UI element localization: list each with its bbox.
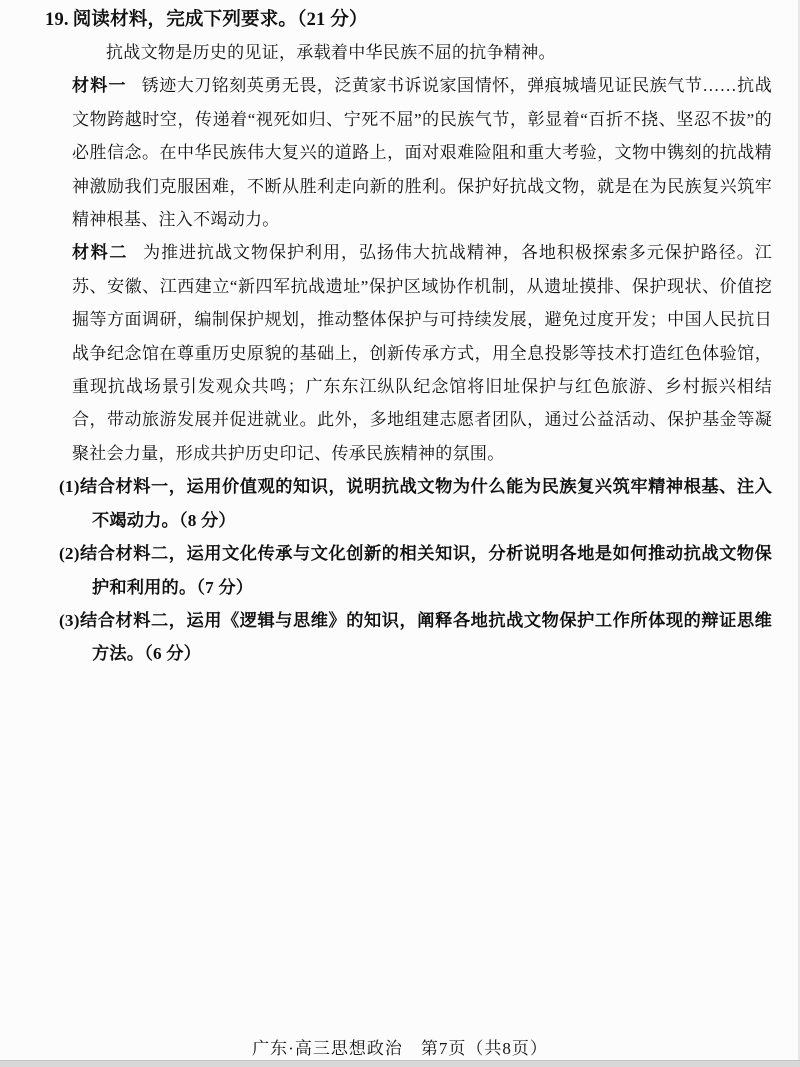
question-19-block bbox=[45, 5, 773, 671]
scan-edge-bottom bbox=[0, 1060, 800, 1067]
lead-paragraph: 抗战文物是历史的见证，承载着中华民族不屈的抗争精神。 bbox=[106, 43, 556, 62]
material-one-text: 锈迹大刀铭刻英勇无畏，泛黄家书诉说家国情怀，弹痕城墙见证民族气节……抗战文物跨越时空，传递着“视死如归、宁死不屈”的民族气节，彰显着“百折不挠、坚忍不拔”的必胜信念。在中华民族伟大复兴的道路上，面对艰难险阻和重大考验，文物中镌刻的抗战精神激励我们克服困难，不断从胜利走向新的胜利。保护好抗战文物，就是在为民族复兴筑牢精神根基、注入不竭动力。 bbox=[72, 76, 772, 230]
sub-question-3-text: 结合材料二，运用《逻辑与思维》的知识，阐释各地抗战文物保护工作所体现的辩证思维方法。（6 分） bbox=[79, 610, 772, 664]
material-two-text: 为推进抗战文物保护利用，弘扬伟大抗战精神，各地积极探索多元保护路径。江苏、安徽、江西建立“新四军抗战遗址”保护区域协作机制，从遗址摸排、保护现状、价值挖掘等方面调研，编制保护规划，推动整体保护与可持续发展，避免过度开发；中国人民抗日战争纪念馆在尊重历史原貌的基础上，创新传承方式，用全息投影等技术打造红色体验馆，重现抗战场景引发观众共鸣；广东东江纵队纪念馆将旧址保护与红色旅游、乡村振兴相结合，带动旅游发展并促进就业。此外，多地组建志愿者团队，通过公益活动、保护基金等凝聚社会力量，形成共护历史印记、传承民族精神的氛围。 bbox=[72, 243, 773, 463]
question-heading bbox=[45, 5, 772, 36]
sub-question-2-text: 结合材料二，运用文化传承与文化创新的相关知识，分析说明各地是如何推动抗战文物保护和利用的。（7 分） bbox=[79, 544, 772, 597]
page-footer: 广东·高三思想政治 第7页（共8页） bbox=[252, 1039, 548, 1058]
sub-question-2-number: (2) bbox=[59, 544, 80, 564]
question-title: 阅读材料，完成下列要求。（21 分） bbox=[72, 10, 368, 30]
material-one-label: 材料一 bbox=[72, 76, 127, 96]
sub-question-1 bbox=[59, 470, 772, 537]
sub-question-3 bbox=[59, 604, 772, 671]
sub-question-1-text: 结合材料一，运用价值观的知识，说明抗战文物为什么能为民族复兴筑牢精神根基、注入不竭动力。（8 分） bbox=[79, 477, 772, 530]
material-two-paragraph bbox=[72, 236, 772, 470]
sub-question-2 bbox=[59, 537, 772, 604]
sub-question-1-number: (1) bbox=[59, 477, 80, 497]
question-number: 19. bbox=[45, 10, 69, 30]
material-one-paragraph bbox=[72, 69, 772, 236]
material-two-label: 材料二 bbox=[72, 243, 129, 263]
sub-question-3-number: (3) bbox=[59, 610, 80, 630]
